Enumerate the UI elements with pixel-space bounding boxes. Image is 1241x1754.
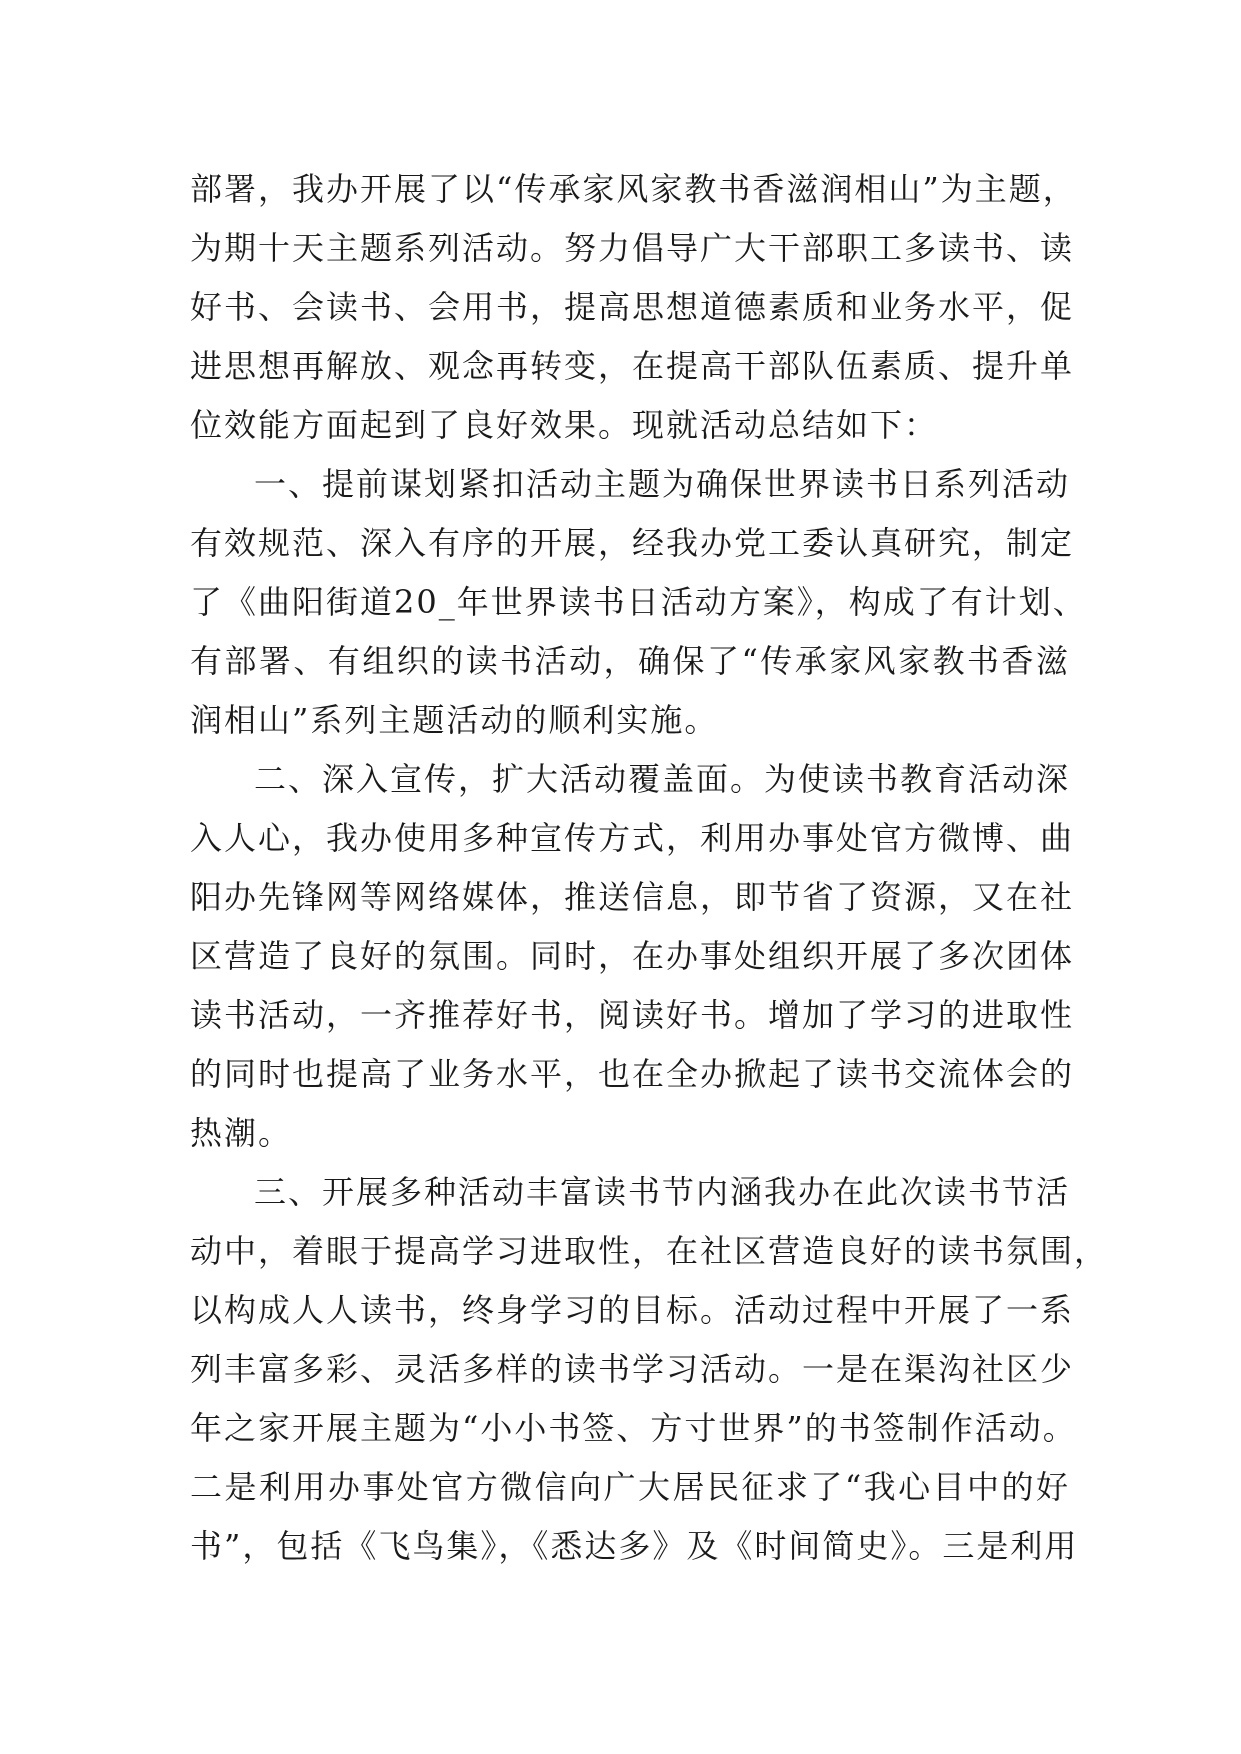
body-text <box>190 160 1109 1576</box>
text-line: 进思想再解放、观念再转变，在提高干部队伍素质、提升单 <box>190 347 1075 385</box>
text-line: 了《曲阳街道20_年世界读书日活动方案》，构成了有计划、 <box>190 583 1087 621</box>
section-heading-line: 二、深入宣传，扩大活动覆盖面。为使读书教育活动深 <box>254 760 1071 798</box>
text-line: 入人心，我办使用多种宣传方式，利用办事处官方微博、曲 <box>190 819 1075 857</box>
text-line: 的同时也提高了业务水平，也在全办掀起了读书交流体会的 <box>190 1055 1075 1093</box>
text-line: 有部署、有组织的读书活动，确保了“传承家风家教书香滋 <box>190 642 1070 680</box>
text-line: 热潮。 <box>190 1114 293 1152</box>
text-line: 读书活动，一齐推荐好书，阅读好书。增加了学习的进取性 <box>190 996 1075 1034</box>
text-line: 阳办先锋网等网络媒体，推送信息，即节省了资源，又在社 <box>190 878 1075 916</box>
text-line: 列丰富多彩、灵活多样的读书学习活动。一是在渠沟社区少 <box>190 1350 1075 1388</box>
text-line: 部署，我办开展了以“传承家风家教书香滋润相山”为主题， <box>190 170 1077 208</box>
text-line: 位效能方面起到了良好效果。现就活动总结如下： <box>190 406 939 444</box>
text-line: 二是利用办事处官方微信向广大居民征求了“我心目中的好 <box>190 1468 1070 1506</box>
text-line: 区营造了良好的氛围。同时，在办事处组织开展了多次团体 <box>190 937 1075 975</box>
text-line: 为期十天主题系列活动。努力倡导广大干部职工多读书、读 <box>190 229 1075 267</box>
text-line: 书”，包括《飞鸟集》，《悉达多》及《时间简史》。三是利用 <box>190 1527 1079 1565</box>
text-line: 以构成人人读书，终身学习的目标。活动过程中开展了一系 <box>190 1291 1075 1329</box>
section-heading-line: 一、提前谋划紧扣活动主题为确保世界读书日系列活动 <box>254 465 1071 503</box>
text-line: 有效规范、深入有序的开展，经我办党工委认真研究，制定 <box>190 524 1075 562</box>
text-line: 动中，着眼于提高学习进取性，在社区营造良好的读书氛围， <box>190 1232 1109 1270</box>
text-line: 润相山”系列主题活动的顺利实施。 <box>190 701 719 739</box>
text-line: 好书、会读书、会用书，提高思想道德素质和业务水平，促 <box>190 288 1075 326</box>
section-heading-line: 三、开展多种活动丰富读书节内涵我办在此次读书节活 <box>254 1173 1071 1211</box>
text-line: 年之家开展主题为“小小书签、方寸世界”的书签制作活动。 <box>190 1409 1077 1447</box>
